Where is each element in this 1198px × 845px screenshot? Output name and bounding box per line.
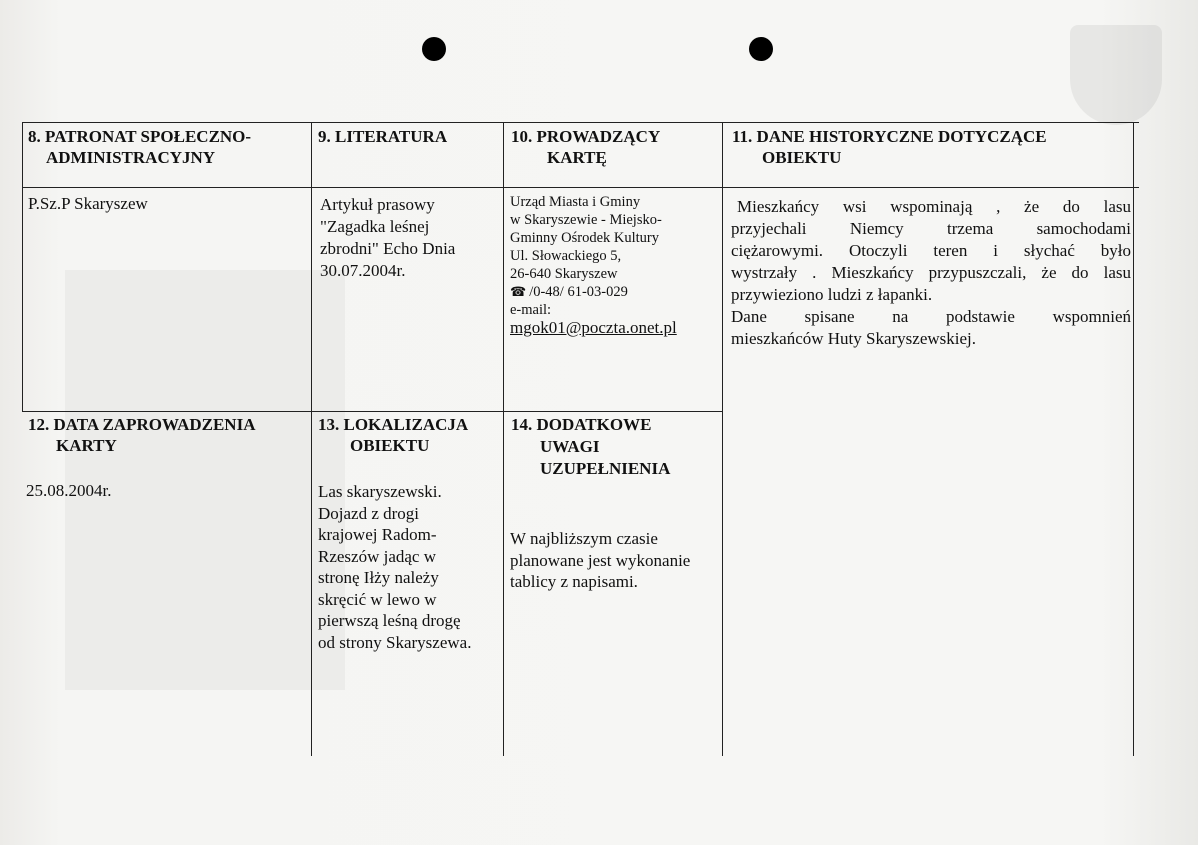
history-line: przywieziono ludzi z łapanki. xyxy=(731,285,933,304)
section-14-header-line3: UZUPEŁNIENIA xyxy=(540,459,671,478)
literature-line: Artykuł prasowy xyxy=(320,195,435,214)
location-line: od strony Skaryszewa. xyxy=(318,632,472,652)
section-8-header xyxy=(28,126,308,168)
section-9-literature xyxy=(320,194,502,282)
section-12-date: 25.08.2004r. xyxy=(26,481,112,500)
section-13-header xyxy=(318,414,500,456)
section-8-value: P.Sz.P Skaryszew xyxy=(28,194,148,213)
column-divider-3 xyxy=(722,122,723,756)
history-line: Mieszkańcy wsi wspominają , że do lasu xyxy=(737,197,1131,216)
section-10-header xyxy=(511,126,721,168)
location-line: Rzeszów jadąc w xyxy=(318,546,437,566)
section-14-header-line2: UWAGI xyxy=(540,437,600,456)
section-12-header xyxy=(28,414,308,456)
location-line: Las skaryszewski. xyxy=(318,482,442,501)
table-right-border xyxy=(1133,122,1134,756)
literature-line: zbrodni" Echo Dnia xyxy=(320,239,456,258)
section-13-location xyxy=(318,481,502,653)
location-line: Dojazd z drogi xyxy=(318,503,420,523)
section-14-header xyxy=(511,414,721,480)
history-line: ciężarowymi. Otoczyli teren i słychać było xyxy=(731,241,1131,260)
table-left-border xyxy=(22,122,23,411)
telephone-icon: ☎ xyxy=(510,284,527,299)
section-13-header-line2: OBIEKTU xyxy=(350,436,430,455)
section-12-header-line1: 12. DATA ZAPROWADZENIA xyxy=(28,415,256,434)
table-top-border xyxy=(22,122,1139,123)
history-line: przyjechali Niemcy trzema samochodami xyxy=(731,219,1131,238)
emblem-show-through xyxy=(1070,25,1162,125)
section-11-history xyxy=(731,196,1131,350)
contact-line: 26-640 Skaryszew xyxy=(510,266,618,282)
contact-line: Gminny Ośrodek Kultury xyxy=(510,230,660,246)
punch-hole-right xyxy=(749,37,773,61)
section-11-header-line1: 11. DANE HISTORYCZNE DOTYCZĄCE xyxy=(732,127,1047,146)
show-through-shadow xyxy=(65,270,345,690)
punch-hole-left xyxy=(422,37,446,61)
contact-line: w Skaryszewie - Miejsko- xyxy=(510,212,662,228)
contact-line: Urząd Miasta i Gminy xyxy=(510,194,641,210)
literature-line: 30.07.2004r. xyxy=(320,261,406,280)
location-line: krajowej Radom- xyxy=(318,525,437,544)
literature-line: "Zagadka leśnej xyxy=(320,217,430,236)
history-line: Dane spisane na podstawie wspomnień xyxy=(731,307,1131,326)
section-10-header-line2: KARTĘ xyxy=(547,148,607,167)
history-line: mieszkańców Huty Skaryszewskiej. xyxy=(731,329,977,348)
section-11-header xyxy=(732,126,1132,168)
section-9-header: 9. LITERATURA xyxy=(318,127,448,146)
email-link[interactable]: mgok01@poczta.onet.pl xyxy=(510,318,677,337)
email-label: e-mail: xyxy=(510,302,552,318)
location-line: skręcić w lewo w xyxy=(318,589,437,609)
section-8-header-line2: ADMINISTRACYJNY xyxy=(46,148,216,167)
location-line: pierwszą leśną drogę xyxy=(318,611,461,630)
phone-line xyxy=(510,283,720,301)
notes-line: tablicy z napisami. xyxy=(510,572,638,591)
header-row-divider xyxy=(22,187,1139,188)
section-8-header-line1: 8. PATRONAT SPOŁECZNO- xyxy=(28,127,252,146)
contact-line: Ul. Słowackiego 5, xyxy=(510,248,622,264)
middle-row-divider xyxy=(22,411,722,412)
notes-line: planowane jest wykonanie xyxy=(510,550,691,570)
column-divider-2 xyxy=(503,122,504,756)
section-10-header-line1: 10. PROWADZĄCY xyxy=(511,127,661,146)
notes-line: W najbliższym czasie xyxy=(510,529,658,548)
history-line: wystrzały . Mieszkańcy przypuszczali, że do lasu xyxy=(731,263,1131,282)
section-10-contact xyxy=(510,193,720,337)
section-14-header-line1: 14. DODATKOWE xyxy=(511,415,652,434)
section-13-header-line1: 13. LOKALIZACJA xyxy=(318,415,469,434)
section-11-header-line2: OBIEKTU xyxy=(762,148,842,167)
phone-number: /0-48/ 61-03-029 xyxy=(529,284,628,300)
column-divider-1 xyxy=(311,122,312,756)
location-line: stronę Iłży należy xyxy=(318,568,439,587)
section-12-header-line2: KARTY xyxy=(56,436,117,455)
section-14-notes xyxy=(510,528,720,593)
